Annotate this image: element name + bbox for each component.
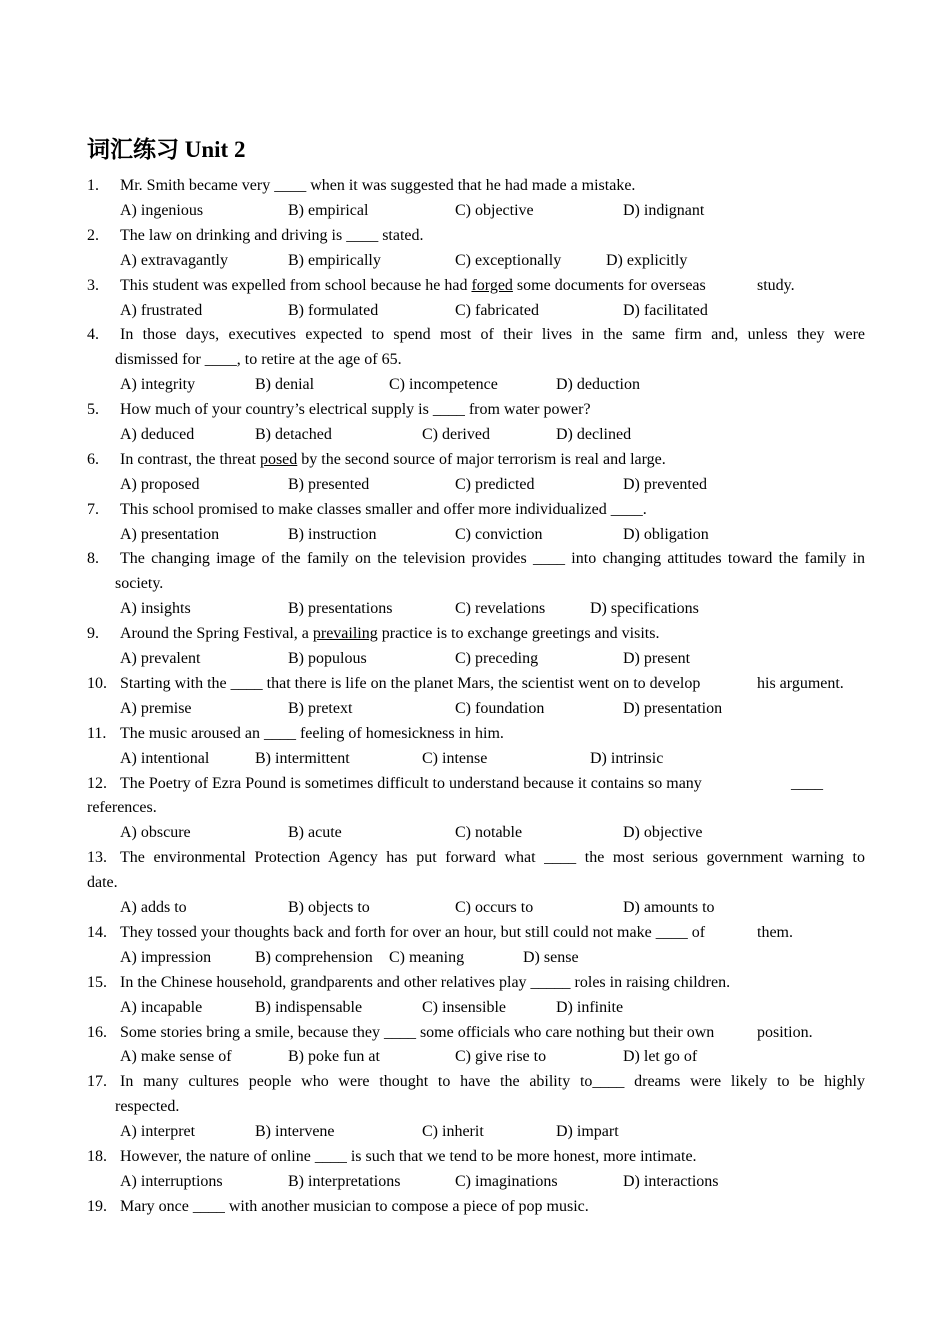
question-stem	[120, 675, 700, 692]
question-line	[87, 672, 865, 697]
stem-text: Starting with the ____ that there is life on the planet Mars, the scientist went on to develop	[120, 674, 701, 692]
stem-text: The music aroused an ____ feeling of homesickness in him.	[120, 724, 504, 742]
answer-option: D) prevented	[623, 475, 707, 493]
question-number: 15.	[87, 973, 107, 991]
answer-option: C) conviction	[455, 525, 543, 543]
answer-options	[87, 597, 865, 622]
answer-option: D) infinite	[556, 998, 624, 1016]
stem-tail: his argument.	[757, 674, 844, 692]
answer-option: A) impression	[120, 948, 212, 966]
answer-option: C) meaning	[389, 948, 465, 966]
question-number: 7.	[87, 500, 99, 518]
answer-options	[87, 747, 865, 772]
answer-option: B) comprehension	[255, 948, 373, 966]
answer-option: D) present	[623, 650, 691, 668]
question-number: 14.	[87, 923, 107, 941]
question-item	[87, 498, 865, 548]
title-unit: Unit 2	[184, 137, 246, 162]
stem-text: Mr. Smith became very ____ when it was suggested that he had made a mistake.	[120, 177, 636, 194]
question-stem	[120, 849, 865, 866]
page-title	[87, 134, 245, 166]
question-number: 1.	[87, 177, 99, 194]
answer-options	[87, 473, 865, 498]
stem-text: In many cultures people who were thought to have the ability to____ dreams were likely to be highly	[120, 1073, 865, 1091]
question-item	[87, 1070, 865, 1145]
underlined-word: posed	[259, 450, 298, 468]
question-line	[87, 971, 865, 996]
answer-option: D) interactions	[623, 1172, 719, 1190]
question-number: 18.	[87, 1148, 107, 1166]
question-number: 13.	[87, 849, 107, 867]
question-stem	[120, 277, 706, 294]
question-number: 11.	[87, 724, 107, 742]
stem-text: How much of your country’s electrical supply is ____ from water power?	[120, 401, 591, 419]
question-item	[87, 672, 865, 722]
answer-option: D) presentation	[623, 699, 723, 717]
stem-text: The environmental Protection Agency has put forward what ____ the most serious government warning to	[120, 849, 865, 867]
question-stem	[120, 1024, 714, 1041]
answer-option: A) adds to	[120, 899, 187, 917]
question-line	[87, 846, 865, 871]
answer-option: C) derived	[422, 426, 490, 443]
question-line	[87, 1145, 865, 1170]
answer-option: C) occurs to	[455, 899, 534, 917]
question-number: 2.	[87, 226, 99, 244]
question-number: 9.	[87, 625, 99, 643]
answer-option: B) indispensable	[255, 998, 363, 1016]
question-item	[87, 772, 865, 847]
answer-option: C) imaginations	[455, 1172, 558, 1190]
answer-option: D) declined	[556, 426, 632, 443]
question-continuation: references.	[87, 799, 157, 817]
question-continuation: dismissed for ____, to retire at the age of 65.	[115, 351, 402, 369]
question-item	[87, 398, 865, 448]
answer-option: D) impart	[556, 1123, 619, 1141]
answer-option: A) interruptions	[120, 1172, 223, 1190]
answer-option: B) instruction	[288, 525, 377, 543]
question-line	[87, 224, 865, 249]
answer-option: C) exceptionally	[455, 251, 562, 269]
question-stem	[120, 1073, 865, 1090]
answer-option: C) objective	[455, 201, 534, 219]
question-continuation: date.	[87, 874, 118, 892]
stem-tail: them.	[757, 923, 793, 941]
answer-option: A) premise	[120, 699, 192, 717]
question-stem	[120, 451, 666, 468]
question-stem	[120, 775, 702, 792]
question-line	[87, 323, 865, 348]
question-line	[87, 1021, 865, 1046]
question-number: 17.	[87, 1073, 107, 1091]
answer-options	[87, 299, 865, 324]
underlined-word: prevailing	[312, 625, 378, 643]
answer-option: B) acute	[288, 824, 342, 842]
answer-option: C) give rise to	[455, 1048, 547, 1066]
answer-option: A) proposed	[120, 475, 200, 493]
question-item	[87, 448, 865, 498]
question-line	[87, 398, 865, 423]
stem-text: This school promised to make classes smaller and offer more individualized ____.	[120, 500, 647, 518]
question-line	[87, 722, 865, 747]
question-item	[87, 722, 865, 772]
question-line	[87, 772, 865, 797]
question-number: 12.	[87, 774, 107, 792]
question-stem	[120, 924, 705, 941]
question-list	[87, 174, 865, 1220]
answer-option: D) facilitated	[623, 301, 708, 319]
answer-option: C) notable	[455, 824, 523, 842]
answer-option: A) incapable	[120, 998, 203, 1016]
answer-option: A) ingenious	[120, 201, 204, 219]
answer-option: B) empirically	[288, 251, 381, 269]
answer-option: D) obligation	[623, 525, 709, 543]
title-chinese: 词汇练习	[87, 137, 179, 163]
question-stem	[120, 550, 865, 567]
answer-option: C) inherit	[422, 1123, 484, 1141]
stem-text: Some stories bring a smile, because they ____ some officials who care nothing but their own	[120, 1023, 715, 1041]
question-stem	[120, 227, 424, 244]
question-number: 19.	[87, 1197, 107, 1215]
question-item	[87, 547, 865, 622]
question-item	[87, 224, 865, 274]
answer-options	[87, 1045, 865, 1070]
question-stem	[120, 326, 865, 343]
stem-text: However, the nature of online ____ is such that we tend to be more honest, more intimate.	[120, 1148, 697, 1166]
answer-options	[87, 996, 865, 1021]
answer-option: A) frustrated	[120, 301, 203, 319]
answer-options	[87, 697, 865, 722]
question-stem	[120, 1148, 697, 1165]
question-item	[87, 846, 865, 921]
stem-tail: position.	[757, 1023, 813, 1041]
question-continuation: society.	[115, 575, 164, 593]
answer-option: D) intrinsic	[590, 749, 664, 767]
answer-option: B) presentations	[288, 600, 393, 618]
answer-option: C) insensible	[422, 998, 506, 1016]
question-line	[87, 498, 865, 523]
question-line	[87, 1070, 865, 1095]
answer-option: C) predicted	[455, 475, 535, 493]
question-continuation: respected.	[115, 1098, 180, 1116]
question-item	[87, 622, 865, 672]
answer-option: B) formulated	[288, 301, 379, 319]
question-number: 4.	[87, 326, 99, 344]
answer-option: D) indignant	[623, 201, 705, 219]
answer-options	[87, 249, 865, 274]
answer-option: A) extravagantly	[120, 251, 228, 269]
answer-option: B) detached	[255, 426, 332, 443]
answer-options	[87, 821, 865, 846]
answer-options	[87, 373, 865, 398]
question-number: 5.	[87, 401, 99, 419]
underlined-word: forged	[471, 276, 513, 294]
question-item	[87, 1195, 865, 1220]
stem-text: In those days, executives expected to spend most of their lives in the same firm and, unless they were	[120, 326, 865, 344]
answer-option: B) denial	[255, 376, 315, 394]
question-line	[87, 274, 865, 299]
question-stem	[120, 177, 635, 194]
answer-option: A) interpret	[120, 1123, 196, 1141]
answer-option: C) preceding	[455, 650, 539, 668]
answer-option: A) intentional	[120, 749, 210, 767]
answer-option: D) sense	[523, 948, 579, 966]
answer-option: C) intense	[422, 749, 488, 767]
question-number: 10.	[87, 674, 107, 692]
answer-option: B) pretext	[288, 699, 353, 717]
stem-text: Mary once ____ with another musician to compose a piece of pop music.	[120, 1197, 589, 1215]
answer-option: B) populous	[288, 650, 367, 668]
answer-option: D) deduction	[556, 376, 640, 394]
question-item	[87, 971, 865, 1021]
answer-option: B) objects to	[288, 899, 370, 917]
stem-text-before: Around the Spring Festival, a	[120, 625, 313, 643]
answer-option: A) prevalent	[120, 650, 201, 668]
stem-text: The law on drinking and driving is ____ stated.	[120, 226, 424, 244]
stem-tail: study.	[757, 276, 795, 294]
answer-option: D) let go of	[623, 1048, 698, 1066]
answer-option: D) amounts to	[623, 899, 715, 917]
question-number: 6.	[87, 450, 99, 468]
answer-option: A) insights	[120, 600, 191, 618]
answer-option: D) explicitly	[606, 251, 688, 269]
stem-text-after: practice is to exchange greetings and visits.	[377, 625, 660, 643]
question-stem	[120, 725, 504, 742]
question-line	[87, 547, 865, 572]
stem-text-after: some documents for overseas	[512, 276, 706, 294]
question-item	[87, 1145, 865, 1195]
question-stem	[120, 1198, 589, 1215]
question-item	[87, 174, 865, 224]
stem-text: The Poetry of Ezra Pound is sometimes difficult to understand because it contains so many	[120, 774, 702, 792]
stem-text-before: This student was expelled from school because he had	[120, 276, 472, 294]
question-stem	[120, 625, 659, 642]
stem-text: The changing image of the family on the television provides ____ into changing attitudes toward the family in	[120, 550, 865, 568]
question-line	[87, 622, 865, 647]
answer-options	[87, 1170, 865, 1195]
question-stem	[120, 401, 591, 418]
question-item	[87, 274, 865, 324]
answer-option: B) interpretations	[288, 1172, 401, 1190]
answer-option: A) deduced	[120, 426, 195, 443]
answer-options	[87, 523, 865, 548]
answer-options	[87, 423, 865, 448]
question-item	[87, 921, 865, 971]
question-number: 8.	[87, 550, 99, 568]
answer-options	[87, 946, 865, 971]
stem-text-before: In contrast, the threat	[120, 450, 260, 468]
answer-options	[87, 1120, 865, 1145]
answer-option: C) foundation	[455, 699, 545, 717]
question-item	[87, 323, 865, 398]
answer-option: A) integrity	[120, 376, 196, 394]
answer-options	[87, 896, 865, 921]
answer-options	[87, 199, 865, 224]
answer-option: D) specifications	[590, 600, 699, 618]
question-number: 3.	[87, 276, 99, 294]
stem-text: In the Chinese household, grandparents and other relatives play _____ roles in raising children.	[120, 973, 731, 991]
stem-text-after: by the second source of major terrorism is real and large.	[297, 450, 666, 468]
answer-option: A) make sense of	[120, 1048, 232, 1066]
question-line	[87, 1195, 865, 1220]
question-stem	[120, 974, 730, 991]
answer-option: A) obscure	[120, 824, 191, 842]
answer-options	[87, 647, 865, 672]
answer-option: B) poke fun at	[288, 1048, 380, 1066]
question-item	[87, 1021, 865, 1071]
answer-option: B) intermittent	[255, 749, 350, 767]
question-line	[87, 448, 865, 473]
question-line	[87, 921, 865, 946]
answer-option: B) presented	[288, 475, 370, 493]
answer-option: A) presentation	[120, 525, 220, 543]
question-number: 16.	[87, 1023, 107, 1041]
stem-text: They tossed your thoughts back and forth for over an hour, but still could not make ____ of	[120, 923, 706, 941]
answer-option: B) empirical	[288, 201, 369, 219]
answer-option: C) fabricated	[455, 301, 539, 319]
answer-option: B) intervene	[255, 1123, 335, 1141]
stem-tail: ____	[791, 774, 823, 792]
answer-option: C) incompetence	[389, 376, 498, 394]
answer-option: C) revelations	[455, 600, 546, 618]
question-line	[87, 174, 865, 199]
question-stem	[120, 501, 647, 518]
answer-option: D) objective	[623, 824, 703, 842]
